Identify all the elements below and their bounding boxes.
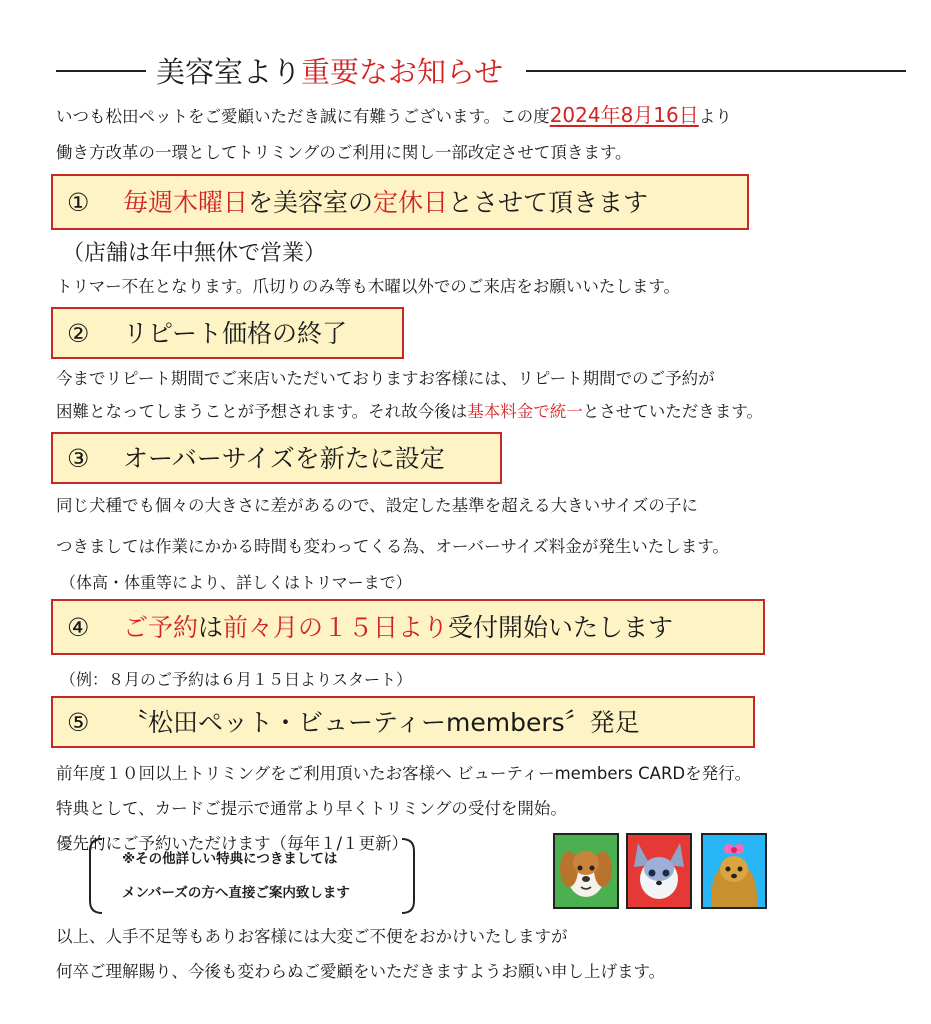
section-4-text: ご予約は前々月の１５日より受付開始いたします xyxy=(123,612,674,642)
section-5-text: 〝松田ペット・ビューティーmembers〞発足 xyxy=(123,707,640,737)
title-rule-right xyxy=(526,70,906,72)
section-1-sub: （店舗は年中無休で営業） xyxy=(62,241,327,266)
section-3-line-2: つきましては作業にかかる時間も変わってくる為、オーバーサイズ料金が発生いたします。 xyxy=(56,537,729,556)
title-row xyxy=(56,52,906,92)
section-3-note: （体高・体重等により、詳しくはトリマーまで） xyxy=(60,573,412,592)
section-3-line-1: 同じ犬種でも個々の大きさに差があるので、設定した基準を超える大きいサイズの子に xyxy=(56,496,698,515)
title-prefix: 美容室より xyxy=(156,55,302,89)
section-5-line-2: 特典として、カードご提示で通常より早くトリミングの受付を開始。 xyxy=(56,799,567,818)
section-2-line-1: 今までリピート期間でご来店いただいておりますお客様には、リピート期間でのご予約が xyxy=(56,369,715,388)
beagle-illustration xyxy=(553,833,619,909)
intro-line-2: 働き方改革の一環としてトリミングのご利用に関し一部改定させて頂きます。 xyxy=(56,143,632,162)
benefits-bracket-note xyxy=(88,837,416,915)
section-1-heading: ① 毎週木曜日を美容室の定休日とさせて頂きます xyxy=(51,174,749,230)
page-title xyxy=(146,52,513,92)
title-highlight: 重要なお知らせ xyxy=(301,55,504,89)
section-1-text: 毎週木曜日を美容室の定休日とさせて頂きます xyxy=(123,187,649,217)
yorkie-illustration xyxy=(701,833,767,909)
title-rule-left xyxy=(56,70,146,72)
section-2-text: リピート価格の終了 xyxy=(123,318,348,348)
bracket-line-2: メンバーズの方へ直接ご案内致します xyxy=(122,885,350,901)
section-4-heading: ④ ご予約は前々月の１５日より受付開始いたします xyxy=(51,599,765,655)
section-4-note: （例：８月のご予約は６月１５日よりスタート） xyxy=(60,670,413,689)
section-3-text: オーバーサイズを新たに設定 xyxy=(123,443,445,473)
chihuahua-illustration xyxy=(626,833,692,909)
section-5-line-3: 優先的にご予約いただけます（毎年１/１更新） xyxy=(56,834,409,853)
section-5-heading: ⑤ 〝松田ペット・ビューティーmembers〞発足 xyxy=(51,696,755,748)
intro-line-1: いつも松田ペットをご愛顧いただき誠に有難うございます。この度2024年8月16日より xyxy=(56,103,732,127)
section-3-heading: ③ オーバーサイズを新たに設定 xyxy=(51,432,502,484)
bracket-line-1: ※その他詳しい特典につきましては xyxy=(122,851,338,867)
section-5-line-1: 前年度１０回以上トリミングをご利用頂いたお客様へ ビューティーmembers CARDを発行。 xyxy=(56,764,752,783)
section-2-heading: ② リピート価格の終了 xyxy=(51,307,404,359)
effective-date: 2024年8月16日 xyxy=(549,103,699,127)
section-2-line-2: 困難となってしまうことが予想されます。それ故今後は基本料金で統一とさせていただきます。 xyxy=(56,402,763,421)
closing-line-2: 何卒ご理解賜り、今後も変わらぬご愛顧をいただきますようお願い申し上げます。 xyxy=(56,962,666,981)
closing-line-1: 以上、人手不足等もありお客様には大変ご不便をおかけいたしますが xyxy=(56,927,568,946)
section-1-body: トリマー不在となります。爪切りのみ等も木曜以外でのご来店をお願いいたします。 xyxy=(56,277,681,296)
